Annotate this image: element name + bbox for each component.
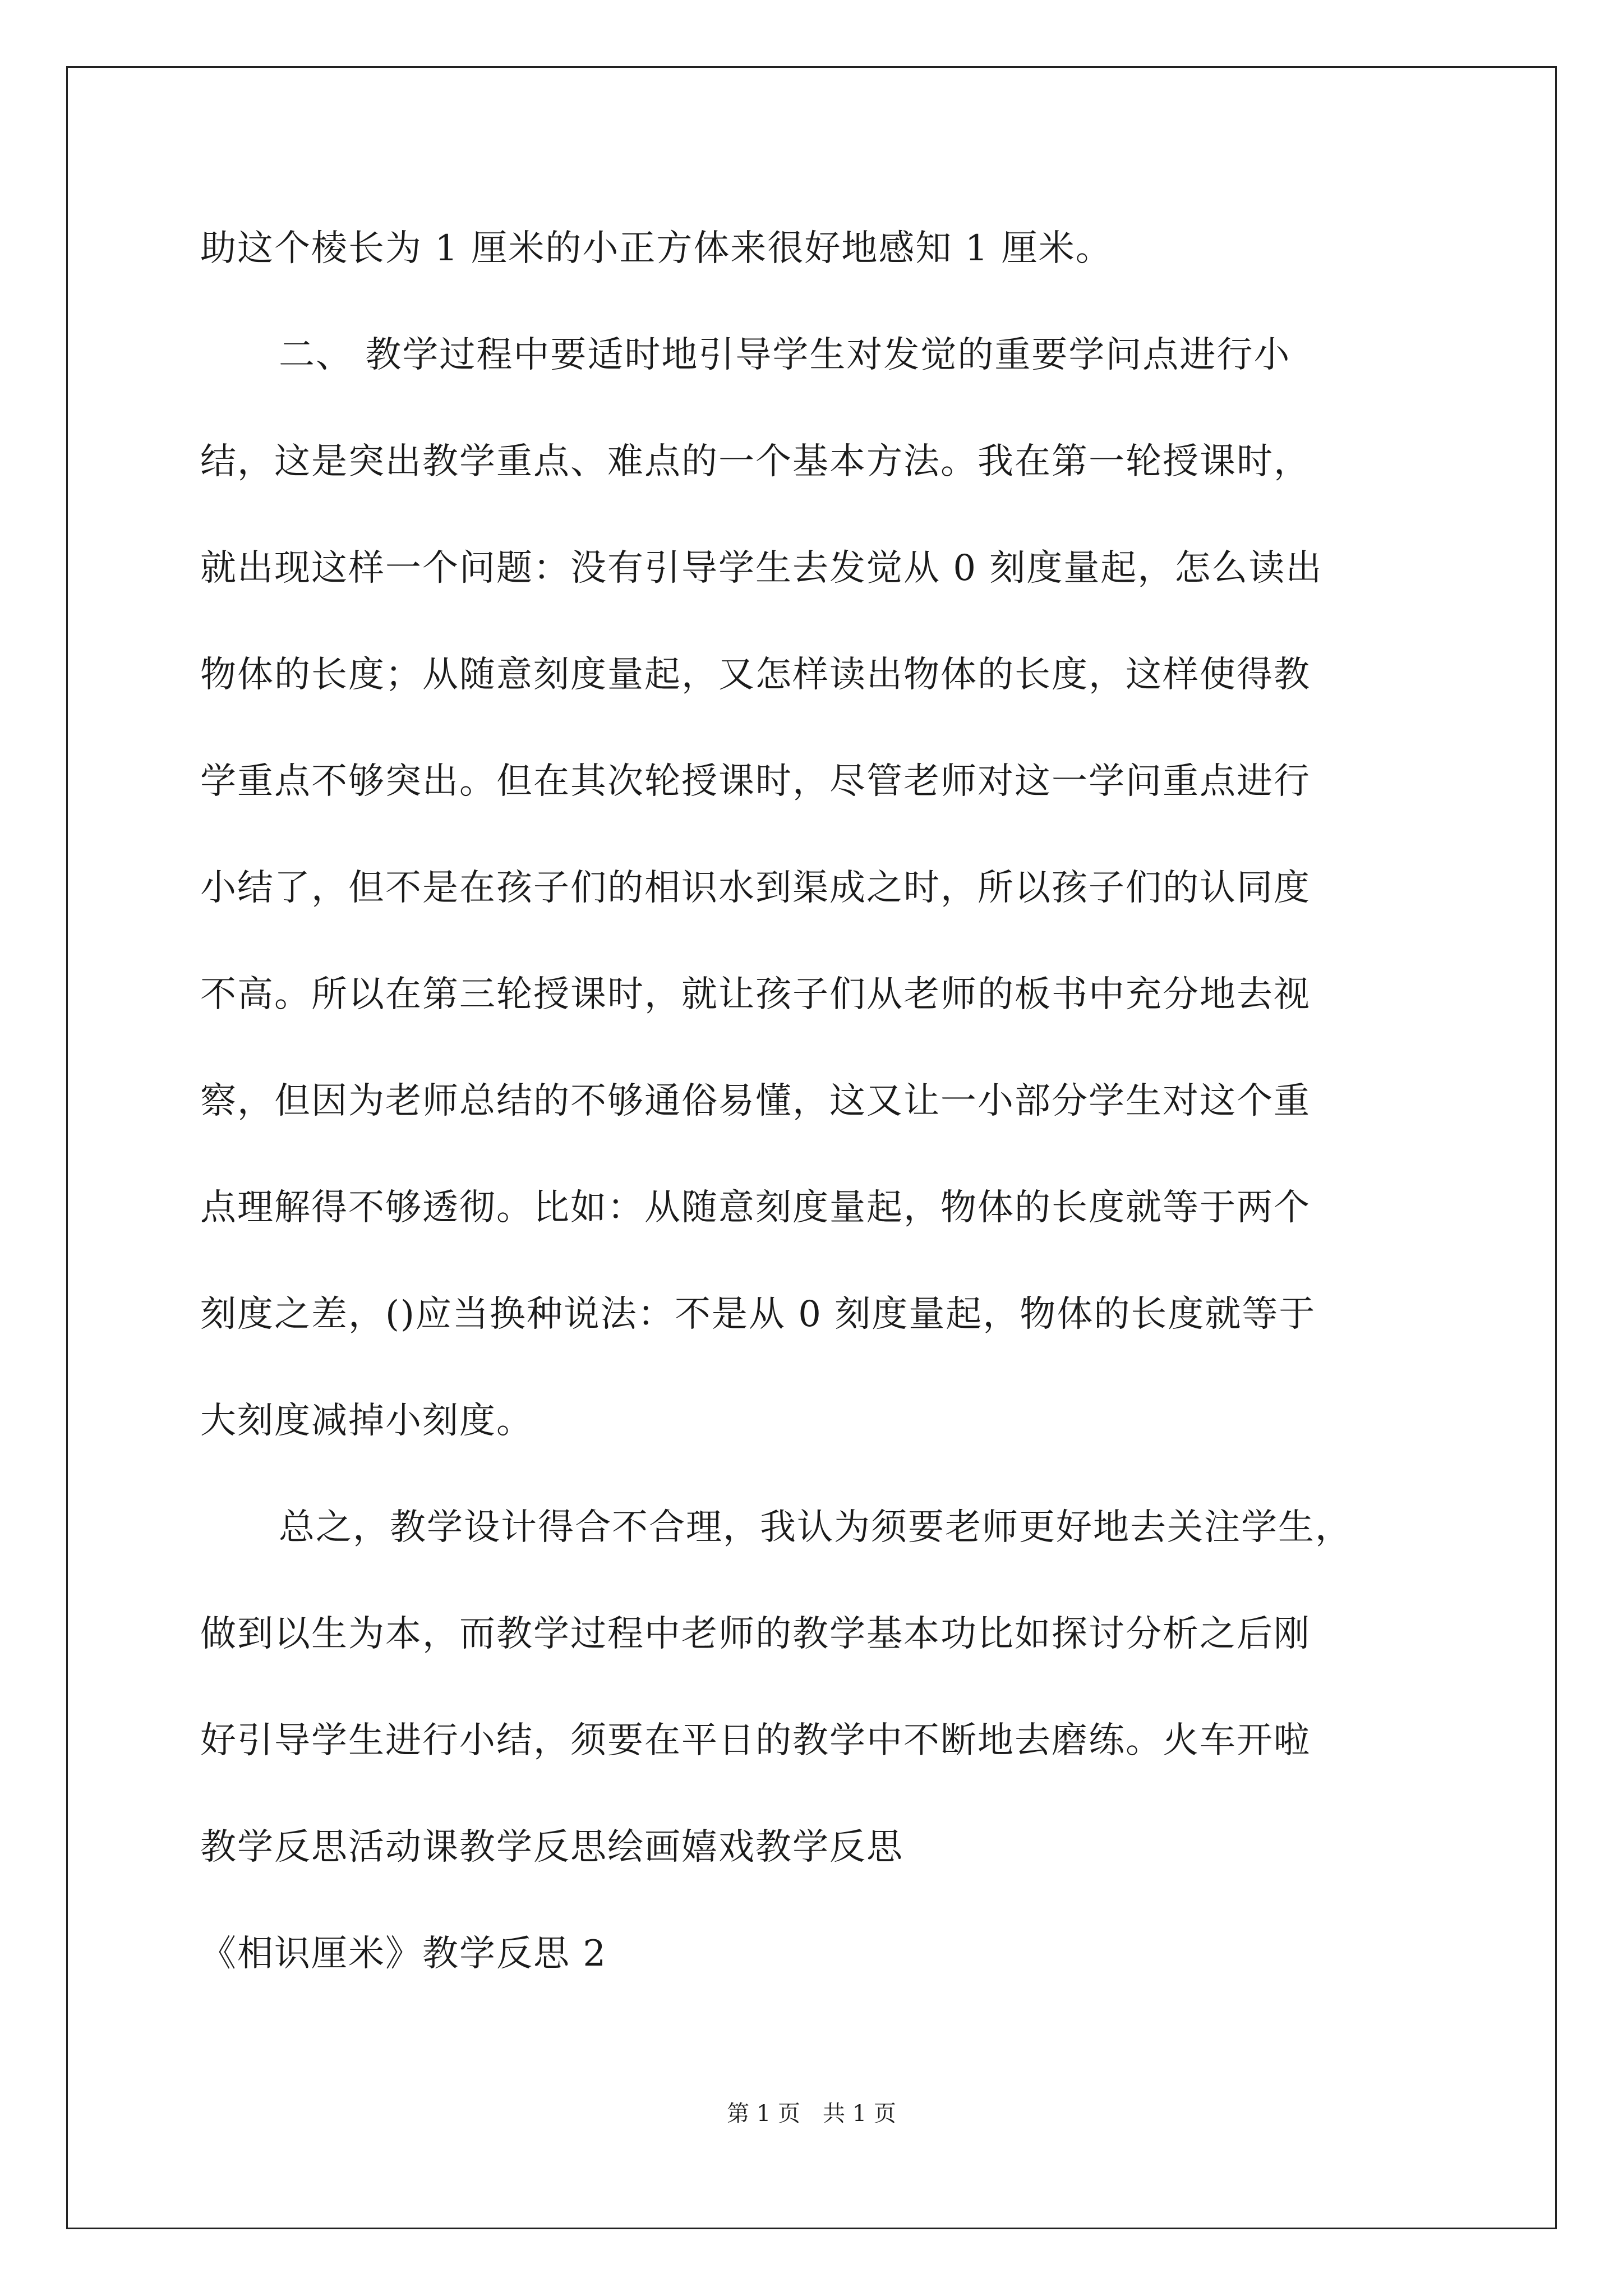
- body-line-10: 点理解得不够透彻。比如：从随意刻度量起，物体的长度就等于两个: [200, 1187, 1311, 1228]
- body-line-4: 就出现这样一个问题：没有引导学生去发觉从 0 刻度量起，怎么读出: [200, 547, 1323, 589]
- body-line-3: 结，这是突出教学重点、难点的一个基本方法。我在第一轮授课时，: [200, 441, 1311, 482]
- body-line-9: 察，但因为老师总结的不够通俗易懂，这又让一小部分学生对这个重: [200, 1080, 1311, 1122]
- body-line-16: 教学反思活动课教学反思绘画嬉戏教学反思: [200, 1826, 903, 1868]
- body-line-5: 物体的长度；从随意刻度量起，又怎样读出物体的长度，这样使得教: [200, 654, 1311, 696]
- body-line-1: 助这个棱长为 1 厘米的小正方体来很好地感知 1 厘米。: [200, 228, 1113, 269]
- page-border: [66, 66, 1557, 2229]
- body-line-11: 刻度之差，()应当换种说法：不是从 0 刻度量起，物体的长度就等于: [200, 1294, 1316, 1335]
- body-line-13: 总之，教学设计得合不合理，我认为须要老师更好地去关注学生，: [279, 1507, 1352, 1548]
- body-line-12: 大刻度减掉小刻度。: [200, 1400, 533, 1442]
- body-line-6: 学重点不够突出。但在其次轮授课时，尽管老师对这一学问重点进行: [200, 761, 1311, 802]
- body-line-2: 二、 教学过程中要适时地引导学生对发觉的重要学问点进行小: [279, 334, 1291, 376]
- section-heading: 《相识厘米》教学反思 2: [200, 1933, 607, 1975]
- body-line-15: 好引导学生进行小结，须要在平日的教学中不断地去磨练。火车开啦: [200, 1720, 1311, 1761]
- body-line-8: 不高。所以在第三轮授课时，就让孩子们从老师的板书中充分地去视: [200, 974, 1311, 1015]
- page-footer: 第 1 页 共 1 页: [727, 2101, 896, 2127]
- body-line-7: 小结了，但不是在孩子们的相识水到渠成之时，所以孩子们的认同度: [200, 867, 1311, 909]
- body-line-14: 做到以生为本，而教学过程中老师的教学基本功比如探讨分析之后刚: [200, 1613, 1311, 1655]
